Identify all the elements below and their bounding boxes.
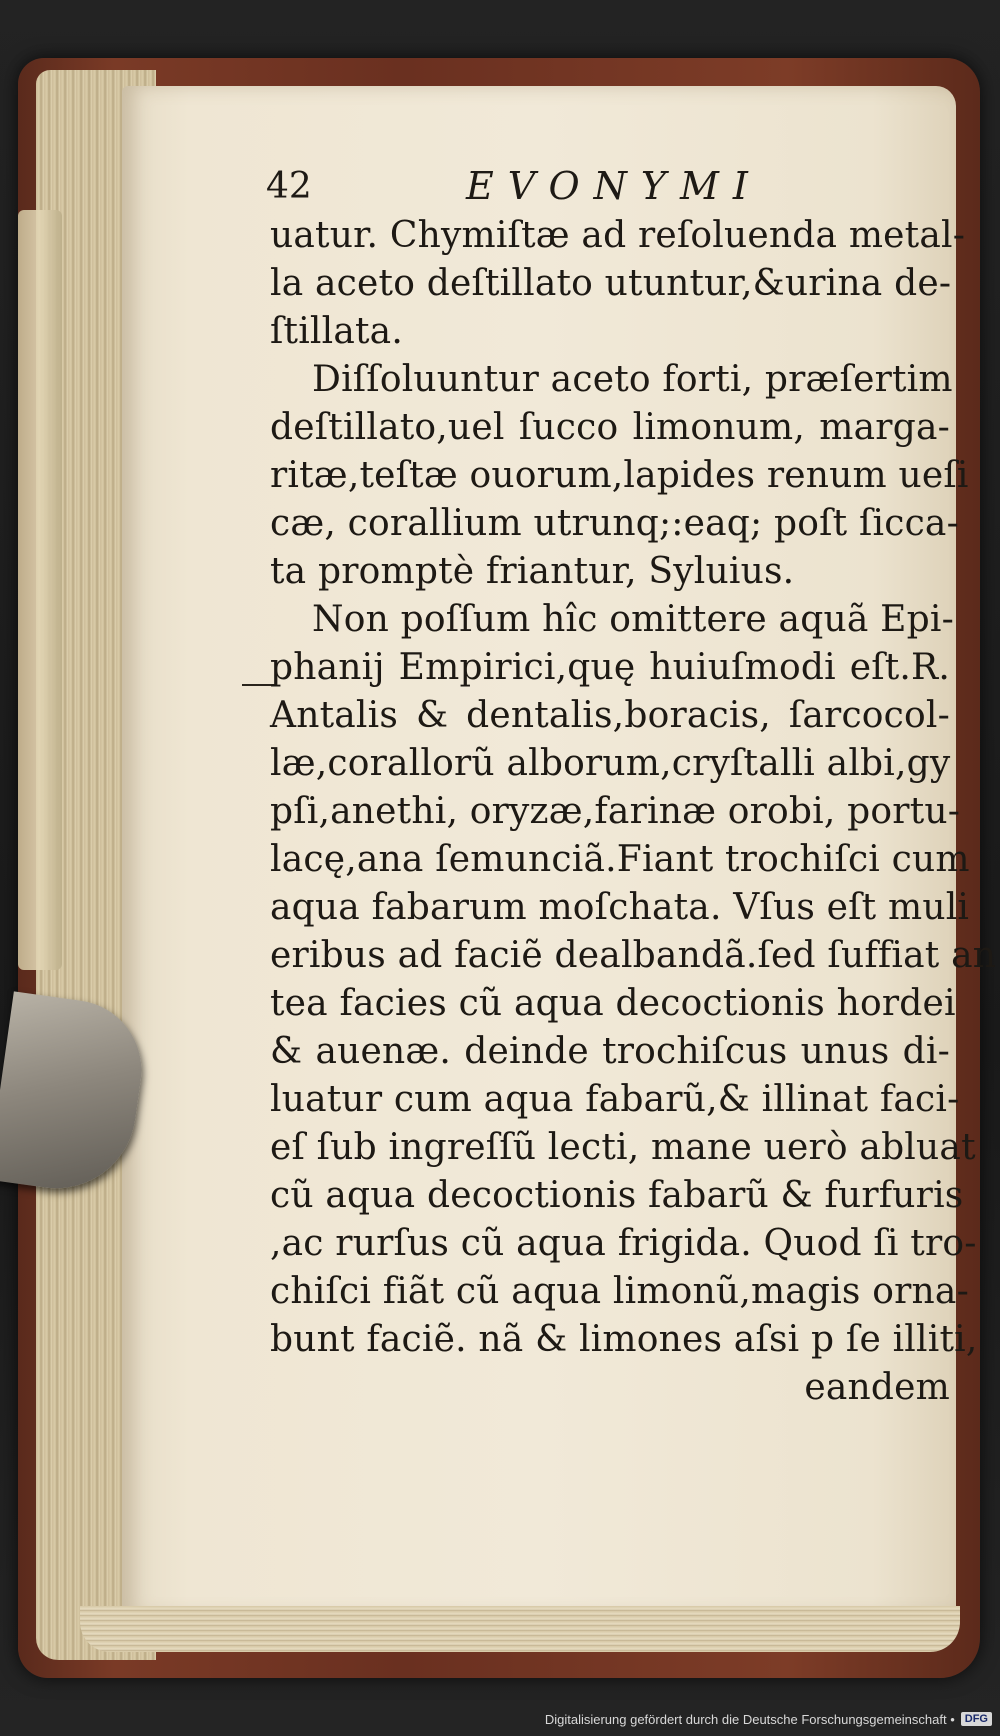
text-line: & auenæ. deinde trochiſcus unus di- bbox=[270, 1031, 950, 1072]
text-line: luatur cum aqua fabarũ,& illinat faci- bbox=[270, 1079, 960, 1120]
text-line: cũ aqua decoctionis fabarũ & furfuris bbox=[270, 1175, 964, 1216]
text-line: aqua fabarum moſchata. Vſus eſt muli bbox=[270, 887, 970, 928]
text-line: cæ, corallium utrunq;:eaq; poſt ſicca- bbox=[270, 503, 959, 544]
text-line: Diſſoluuntur aceto forti, præſertim bbox=[312, 359, 953, 400]
text-line: tea facies cũ aqua decoctionis hordei bbox=[270, 983, 956, 1024]
footer-credit: Digitalisierung gefördert durch die Deutsche Forschungsgemeinschaft • bbox=[544, 1711, 955, 1727]
text-line: ta promptè friantur, Syluius. bbox=[270, 551, 795, 592]
text-block bbox=[270, 212, 997, 1412]
text-line: eſ ſub ingreſſũ lecti, mane uerò abluat bbox=[270, 1127, 976, 1168]
text-line: læ,corallorũ alborum,cryſtalli albi,gy bbox=[270, 743, 951, 784]
text-line: ritæ,teſtæ ouorum,lapides renum ueſi bbox=[270, 455, 969, 496]
text-line: ,ac rurſus cũ aqua frigida. Quod ſi tro- bbox=[270, 1223, 977, 1264]
text-line: Antalis & dentalis,boracis, ſarcocol- bbox=[270, 695, 950, 736]
text-line: eribus ad faciẽ dealbandã.ſed ſuffiat an bbox=[270, 935, 997, 976]
text-line: bunt faciẽ. nã & limones aſsi p ſe illiti, bbox=[270, 1319, 978, 1360]
text-line: lacę,ana ſemunciã.Fiant trochiſci cum bbox=[270, 839, 970, 880]
spine-label bbox=[18, 210, 62, 970]
running-head: EVONYMI bbox=[466, 164, 762, 208]
page-bottom-edge bbox=[80, 1606, 960, 1652]
page-header bbox=[266, 160, 786, 216]
dfg-logo-icon: DFG bbox=[961, 1712, 992, 1726]
text-line: uatur. Chymiſtæ ad reſoluenda metal- bbox=[270, 215, 966, 256]
catchword: eandem bbox=[804, 1367, 950, 1408]
digitization-footer bbox=[545, 1708, 992, 1730]
text-line: Non poſſum hîc omittere aquã Epi- bbox=[312, 599, 954, 640]
page-number: 42 bbox=[266, 166, 312, 207]
text-line: pſi,anethi, oryzæ,farinæ orobi, portu- bbox=[270, 791, 961, 832]
text-line: ſtillata. bbox=[270, 311, 403, 352]
text-line: phanij Empirici,quę huiuſmodi eſt.R. bbox=[270, 647, 950, 688]
text-line: deſtillato,uel ſucco limonum, marga- bbox=[270, 407, 950, 448]
text-line: chiſci fiãt cũ aqua limonũ,magis orna- bbox=[270, 1271, 969, 1312]
text-line: la aceto deſtillato utuntur,&urina de- bbox=[270, 263, 952, 304]
